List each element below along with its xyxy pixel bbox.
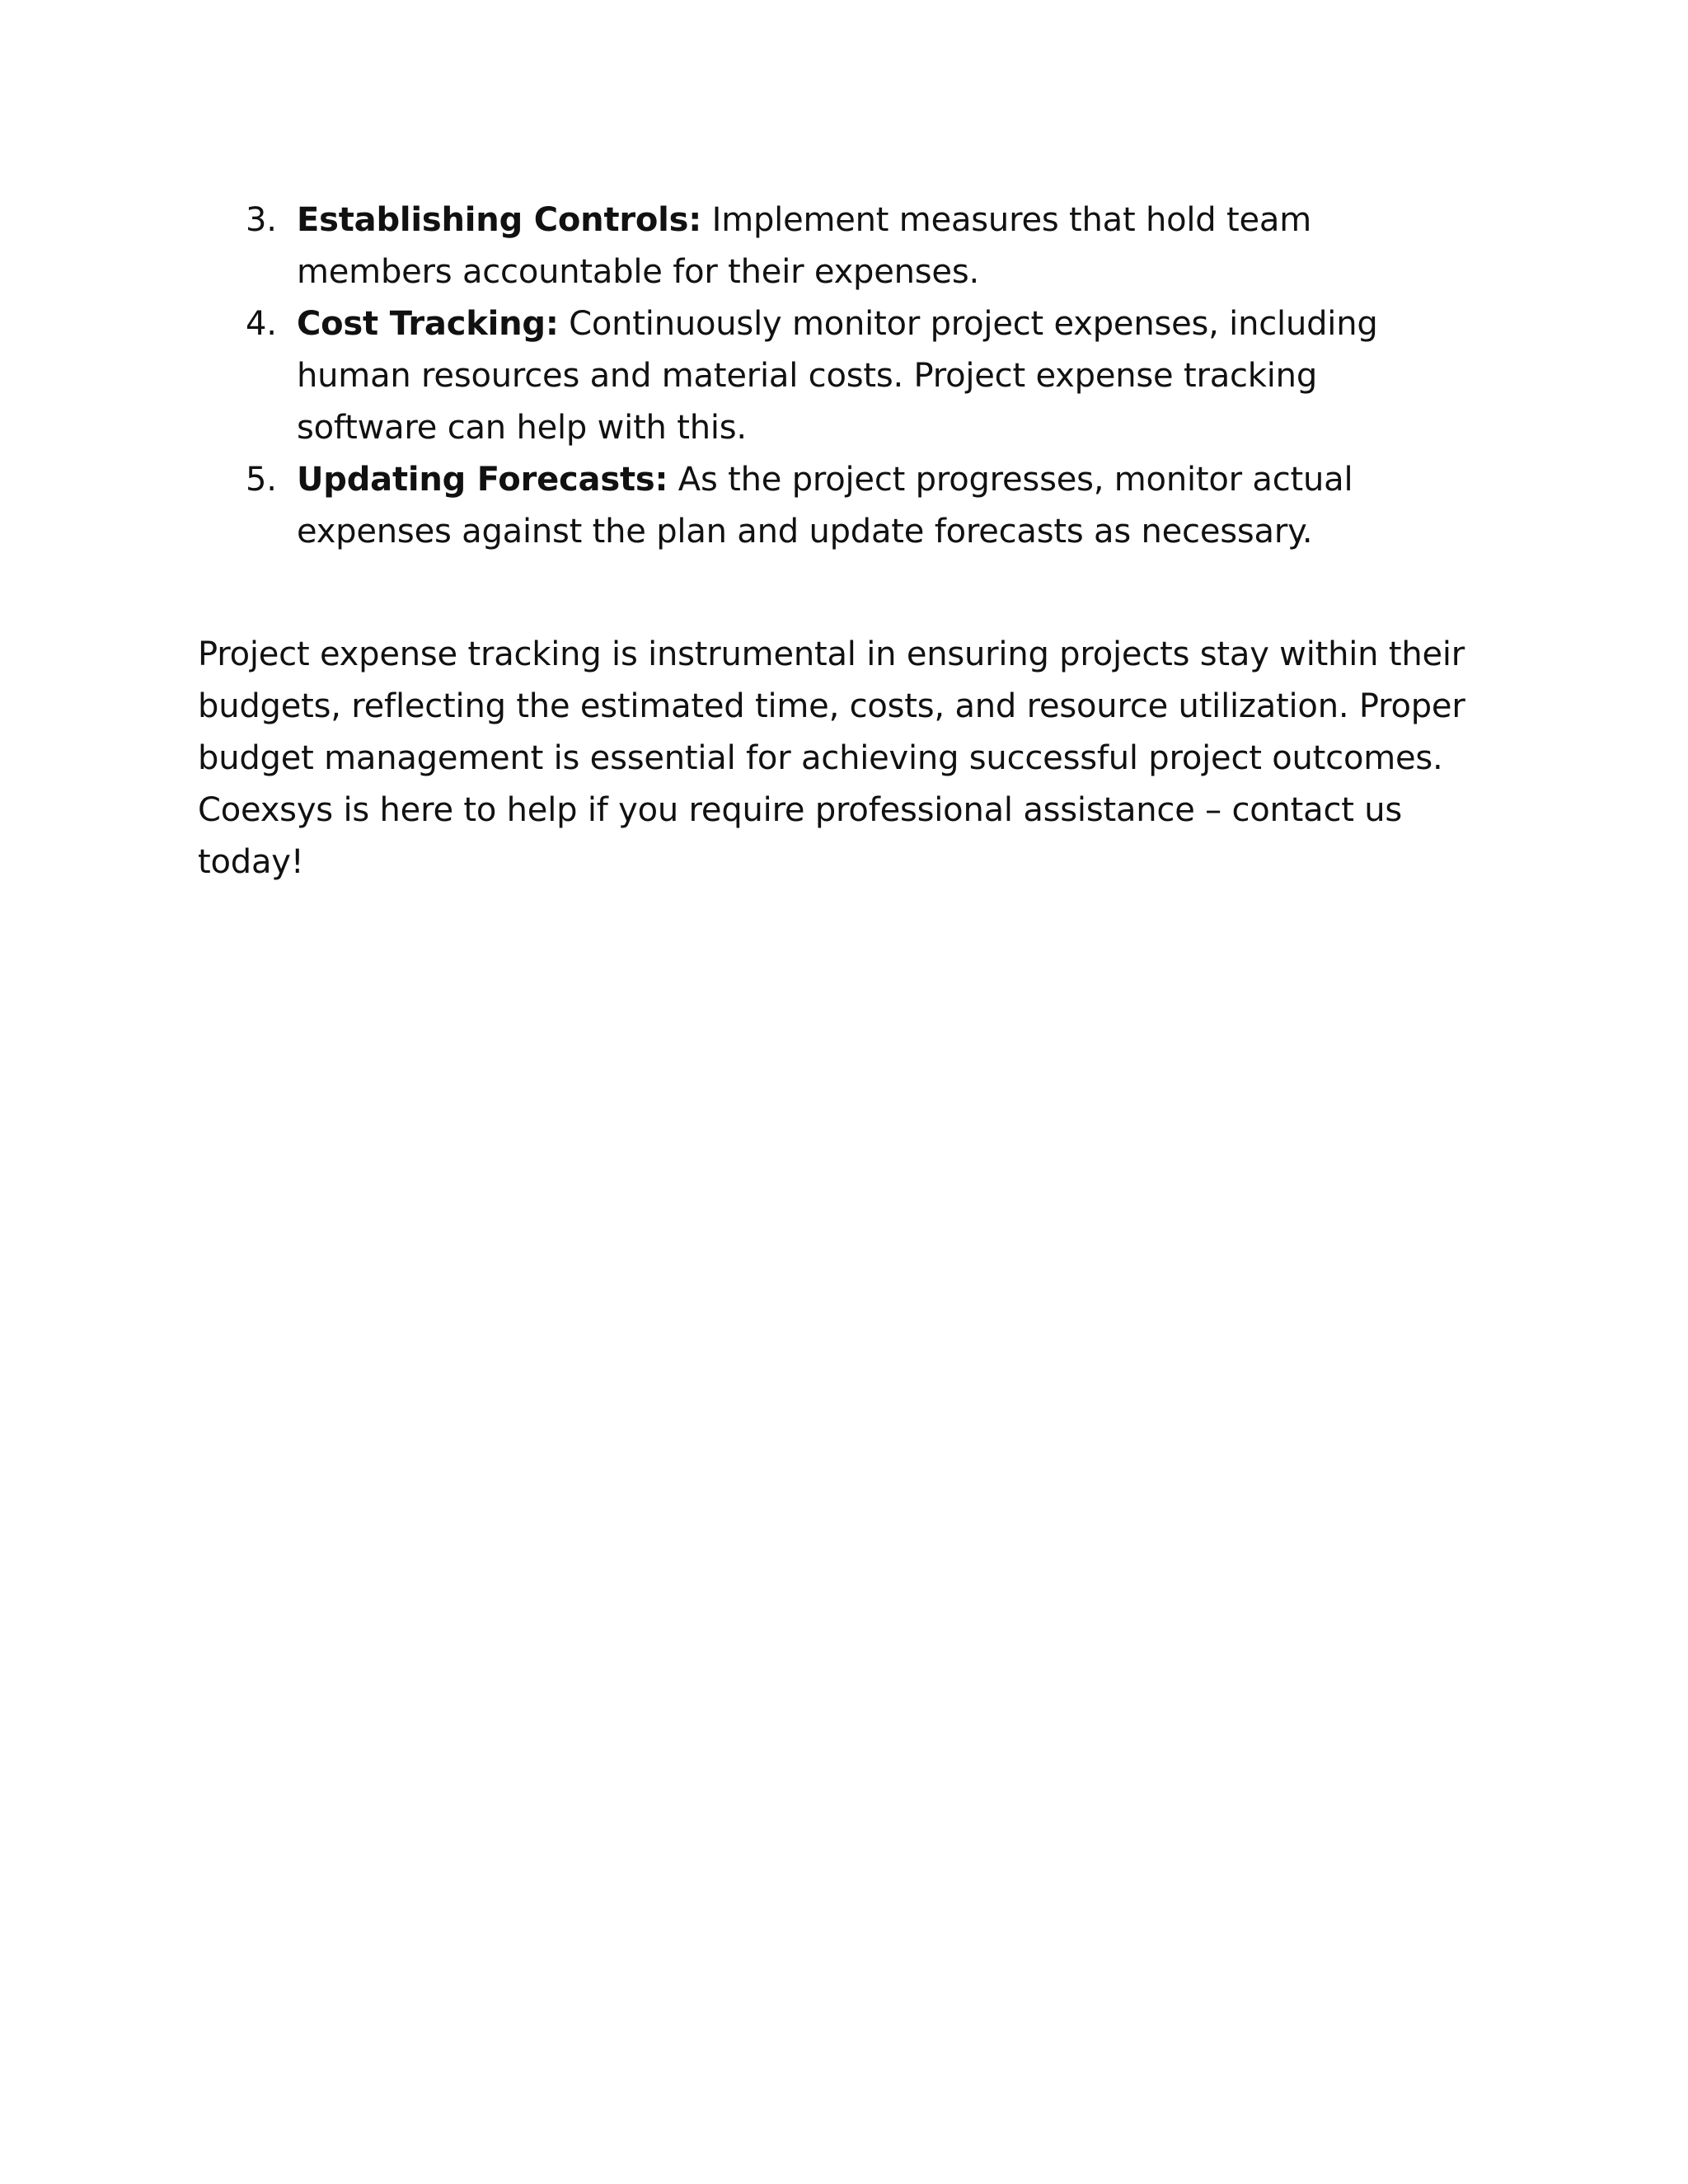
- list-item-title: Updating Forecasts:: [297, 461, 668, 499]
- list-item-text: Continuously monitor project expenses, including human resources and material costs. Project expense tracking software can help with this.: [297, 305, 1378, 447]
- list-item-establishing-controls: [198, 194, 1467, 298]
- numbered-steps-list: [198, 194, 1467, 558]
- list-item-number: 4.: [246, 305, 277, 343]
- list-item-title: Cost Tracking:: [297, 305, 559, 343]
- list-item-text: Implement measures that hold team members accountable for their expenses.: [297, 201, 1311, 291]
- document-content: [198, 194, 1467, 888]
- list-item-cost-tracking: [198, 298, 1467, 454]
- list-item-title: Establishing Controls:: [297, 201, 702, 239]
- list-item-text: As the project progresses, monitor actual expenses against the plan and update forecasts as necessary.: [297, 461, 1353, 551]
- closing-paragraph: Project expense tracking is instrumental in ensuring projects stay within their budgets, reflecting the estimated time, costs, and resource utilization. Proper budget management is essential for achieving successful project outcomes. Coexsys is here to help if you require professional assistance – contact us today!: [198, 635, 1465, 881]
- list-item-number: 3.: [246, 201, 277, 239]
- list-item-number: 5.: [246, 461, 277, 499]
- list-item-updating-forecasts: [198, 454, 1467, 558]
